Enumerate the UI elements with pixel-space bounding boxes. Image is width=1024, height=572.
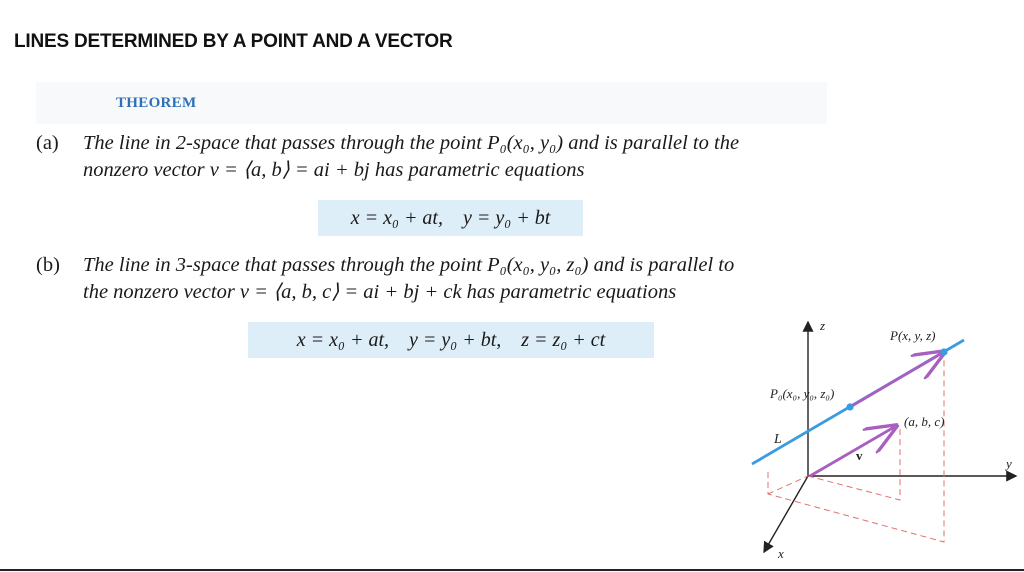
line-l-label: L bbox=[774, 432, 782, 447]
point-p0 bbox=[846, 403, 853, 410]
equations-2d: x = x₀ + at, y = y₀ + bt bbox=[318, 200, 583, 236]
part-a-line-2: nonzero vector v = ⟨a, b⟩ = ai + bj has parametric equations bbox=[83, 159, 585, 181]
vector-components-label: (a, b, c) bbox=[904, 414, 945, 429]
part-a-line-1: The line in 2-space that passes through the point P₀(x₀, y₀) and is parallel to the bbox=[83, 132, 740, 154]
part-b-line-2: the nonzero vector v = ⟨a, b, c⟩ = ai + bj + ck has parametric equations bbox=[83, 281, 677, 303]
part-a-marker: (a) bbox=[36, 132, 59, 154]
point-p bbox=[940, 348, 947, 355]
theorem-label: THEOREM bbox=[116, 95, 197, 111]
line-3d-figure bbox=[740, 310, 1024, 568]
vector-v-label: v bbox=[856, 448, 863, 463]
vector-v bbox=[810, 426, 896, 476]
axis-x-label: x bbox=[778, 546, 784, 561]
point-p0-label: P₀(x₀, y₀, z₀) bbox=[770, 386, 835, 401]
axis-y-label: y bbox=[1006, 456, 1012, 471]
part-b-line-1: The line in 3-space that passes through the point P₀(x₀, y₀, z₀) and is parallel to bbox=[83, 254, 735, 276]
projection-guides bbox=[768, 348, 944, 542]
bottom-rule bbox=[0, 569, 1024, 571]
x-axis bbox=[764, 476, 808, 552]
page-title: LINES DETERMINED BY A POINT AND A VECTOR bbox=[14, 31, 453, 52]
axis-z-label: z bbox=[820, 318, 826, 333]
vector-p0-p bbox=[850, 352, 944, 407]
equations-3d: x = x₀ + at, y = y₀ + bt, z = z₀ + ct bbox=[248, 322, 654, 358]
point-p-label: P(x, y, z) bbox=[890, 328, 936, 343]
part-b-marker: (b) bbox=[36, 254, 60, 276]
